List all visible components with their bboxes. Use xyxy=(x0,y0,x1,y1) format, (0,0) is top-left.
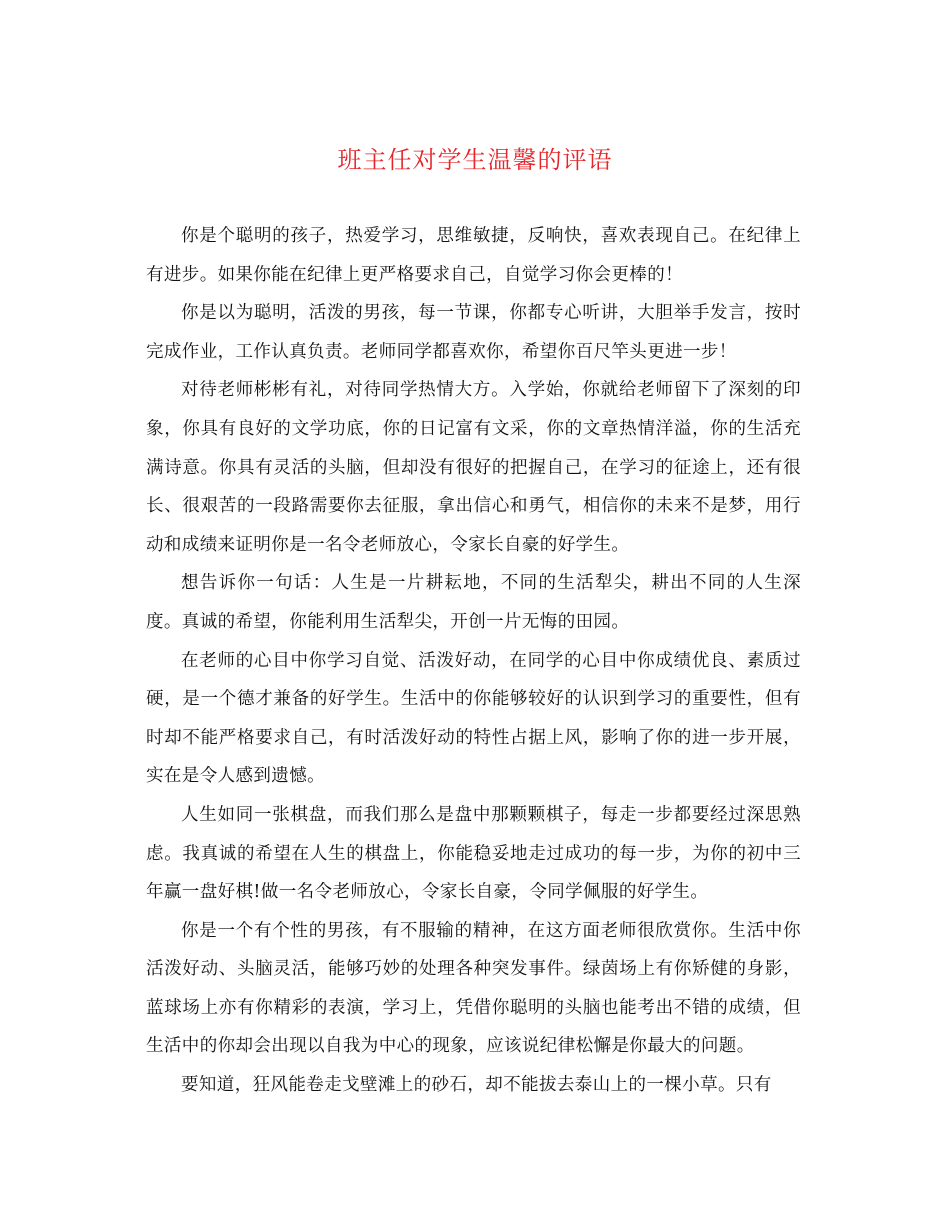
paragraph-2: 你是以为聪明，活泼的男孩，每一节课，你都专心听讲，大胆举手发言，按时完成作业，工作认真负责。老师同学都喜欢你，希望你百尺竿头更进一步！ xyxy=(146,303,801,362)
document-body xyxy=(146,217,801,1105)
paragraph-7: 你是一个有个性的男孩，有不服输的精神，在这方面老师很欣赏你。生活中你活泼好动、头脑灵活，能够巧妙的处理各种突发事件。绿茵场上有你矫健的身影，蓝球场上亦有你精彩的表演，学习上，凭借你聪明的头脑也能考出不错的成绩，但生活中的你却会出现以自我为中心的现象，应该说纪律松懈是你最大的问题。 xyxy=(146,920,801,1057)
paragraph-6: 人生如同一张棋盘，而我们那么是盘中那颗颗棋子，每走一步都要经过深思熟虑。我真诚的希望在人生的棋盘上，你能稳妥地走过成功的每一步，为你的初中三年赢一盘好棋!做一名令老师放心，令家长自豪，令同学佩服的好学生。 xyxy=(146,804,801,903)
paragraph-5: 在老师的心目中你学习自觉、活泼好动，在同学的心目中你成绩优良、素质过硬，是一个德才兼备的好学生。生活中的你能够较好的认识到学习的重要性，但有时却不能严格要求自己，有时活泼好动的特性占据上风，影响了你的进一步开展，实在是令人感到遗憾。 xyxy=(146,650,801,787)
paragraph-1: 你是个聪明的孩子，热爱学习，思维敏捷，反响快，喜欢表现自己。在纪律上有进步。如果你能在纪律上更严格要求自己，自觉学习你会更棒的！ xyxy=(146,226,801,285)
paragraph-4: 想告诉你一句话：人生是一片耕耘地，不同的生活犁尖，耕出不同的人生深度。真诚的希望，你能利用生活犁尖，开创一片无悔的田园。 xyxy=(146,573,801,632)
paragraph-8: 要知道，狂风能卷走戈壁滩上的砂石，却不能拔去泰山上的一棵小草。只有 xyxy=(181,1075,772,1096)
paragraph-3: 对待老师彬彬有礼，对待同学热情大方。入学始，你就给老师留下了深刻的印象，你具有良好的文学功底，你的日记富有文采，你的文章热情洋溢，你的生活充满诗意。你具有灵活的头脑，但却没有很好的把握自己，在学习的征途上，还有很长、很艰苦的一段路需要你去征服，拿出信心和勇气，相信你的未来不是梦，用行动和成绩来证明你是一名令老师放心，令家长自豪的好学生。 xyxy=(146,380,801,555)
document-title: 班主任对学生温馨的评语 xyxy=(337,146,613,174)
